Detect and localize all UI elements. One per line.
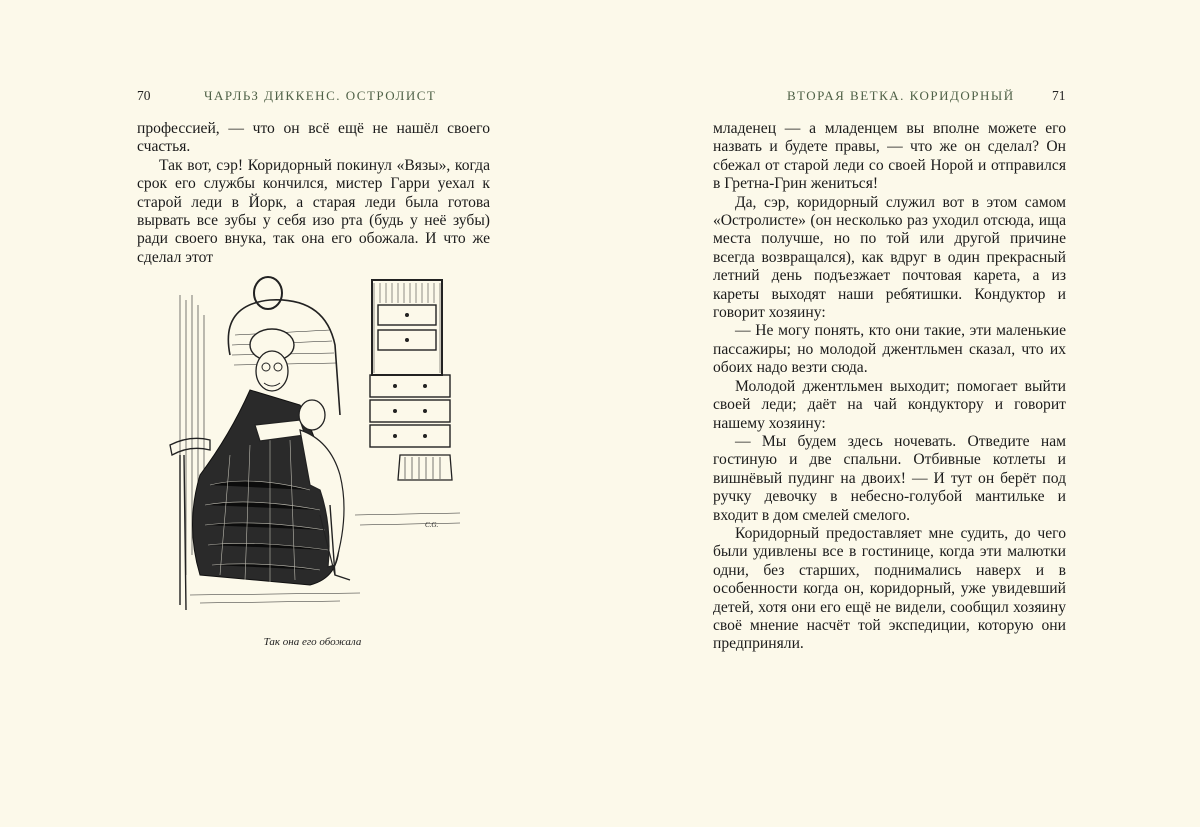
paragraph: Молодой джентльмен выходит; помогает выйти своей леди; даёт на чай кондуктору и говорит нашему хозяину: xyxy=(713,377,1066,432)
running-head-right: ВТОРАЯ ВЕТКА. КОРИДОРНЫЙ xyxy=(787,88,1015,103)
paragraph: профессией, — что он всё ещё не нашёл своего счастья. xyxy=(137,120,490,156)
page-number-left: 70 xyxy=(137,88,151,103)
paragraph: Так вот, сэр! Коридорный покинул «Вязы», когда срок его службы кончился, мистер Гарри уехал к старой леди в Йорк, а старая леди была готова вырвать все зубы у себя изо рта (будь у неё зубы) ради своего внука, так она его обожала. И что же сделал этот xyxy=(137,156,490,266)
running-head-left: ЧАРЛЬЗ ДИККЕНС. ОСТРОЛИСТ xyxy=(204,88,437,103)
page-number-right: 71 xyxy=(1052,88,1066,103)
svg-text:C.G.: C.G. xyxy=(425,521,439,529)
right-page xyxy=(600,0,1200,827)
paragraph: — Мы будем здесь ночевать. Отведите нам гостиную и две спальни. Отбивные котлеты и вишнёвый пудинг на двоих! — И тут он берёт под ручку девочку в небесно-голубой мантильке и входит в дом смелей смелого. xyxy=(713,432,1066,524)
illustration-caption: Так она его обожала xyxy=(263,636,362,648)
paragraph: — Не могу понять, кто они такие, эти маленькие пассажиры; но молодой джентльмен сказал, что их обоих надо везти сюда. xyxy=(713,322,1066,377)
paragraph: младенец — а младенцем вы вполне можете его назвать и будете правы, — что же он сделал? Он сбежал от старой леди со своей Норой и отправился в Гретна-Грин жениться! xyxy=(713,120,1066,193)
engraving-illustration xyxy=(160,275,465,620)
paragraph: Да, сэр, коридорный служил вот в этом самом «Остролисте» (он несколько раз уходил отсюда, ища места получше, но по той или другой причине всегда возвращался), как вдруг в один прекрасный летний день подъезжает почтовая карета, а из кареты выходят наши ребятишки. Кондуктор и говорит хозяину: xyxy=(713,193,1066,322)
paragraph: Коридорный предоставляет мне судить, до чего были удивлены все в гостинице, когда эти малютки одни, без старших, поднимались наверх и в особенности когда он, коридорный, уже увидевший детей, хотя они его ещё не видели, сообщил хозяину своё мнение насчёт той экспедиции, которую они предприняли. xyxy=(713,524,1066,653)
left-body-text xyxy=(137,120,490,267)
right-body-text xyxy=(713,120,1066,654)
